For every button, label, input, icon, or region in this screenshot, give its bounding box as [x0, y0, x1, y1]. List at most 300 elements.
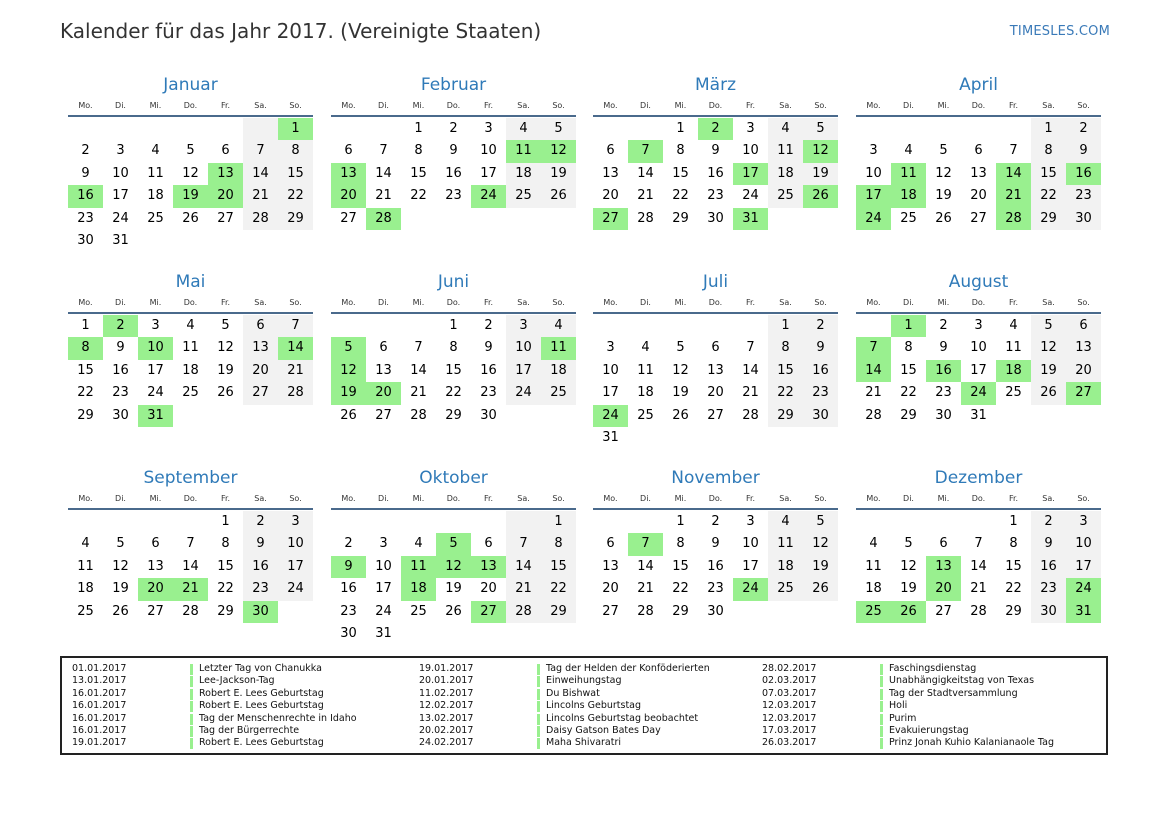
day-cell[interactable]: 20 [480, 581, 497, 597]
day-cell[interactable]: 5 [186, 143, 195, 159]
day-cell[interactable]: 11 [1005, 340, 1022, 356]
day-cell[interactable]: 30 [707, 603, 724, 619]
day-cell[interactable]: 26 [891, 601, 926, 623]
day-cell[interactable]: 28 [996, 208, 1031, 230]
day-cell[interactable]: 29 [672, 210, 689, 226]
day-cell[interactable]: 15 [1005, 558, 1022, 574]
day-cell[interactable]: 25 [768, 578, 803, 600]
day-cell[interactable]: 30 [803, 405, 838, 427]
day-cell[interactable]: 2 [449, 121, 458, 136]
day-cell[interactable]: 30 [935, 407, 952, 423]
day-cell[interactable]: 1 [278, 118, 313, 140]
day-cell[interactable]: 5 [676, 340, 685, 356]
day-cell[interactable]: 26 [541, 185, 576, 207]
day-cell[interactable]: 9 [711, 143, 720, 159]
day-cell[interactable]: 31 [375, 625, 392, 641]
day-cell[interactable]: 7 [856, 337, 891, 359]
day-cell[interactable]: 22 [672, 188, 689, 204]
day-cell[interactable]: 5 [904, 536, 913, 552]
day-cell[interactable]: 26 [112, 603, 129, 619]
day-cell[interactable]: 31 [1066, 601, 1101, 623]
day-cell[interactable]: 20 [366, 382, 401, 404]
day-cell[interactable]: 11 [865, 558, 882, 574]
day-cell[interactable]: 10 [506, 337, 541, 359]
day-cell[interactable]: 2 [711, 514, 720, 529]
day-cell[interactable]: 14 [970, 558, 987, 574]
day-cell[interactable]: 28 [243, 208, 278, 230]
day-cell[interactable]: 24 [856, 208, 891, 230]
day-cell[interactable]: 26 [803, 578, 838, 600]
day-cell[interactable]: 19 [112, 581, 129, 597]
day-cell[interactable]: 14 [742, 362, 759, 378]
day-cell[interactable]: 23 [243, 578, 278, 600]
day-cell[interactable]: 18 [637, 385, 654, 401]
day-cell[interactable]: 9 [939, 340, 948, 356]
day-cell[interactable]: 3 [506, 315, 541, 337]
day-cell[interactable]: 11 [77, 558, 94, 574]
day-cell[interactable]: 6 [606, 143, 615, 159]
day-cell[interactable]: 5 [116, 536, 125, 552]
day-cell[interactable]: 7 [1009, 143, 1018, 159]
day-cell[interactable]: 15 [410, 165, 427, 181]
day-cell[interactable]: 6 [711, 340, 720, 356]
day-cell[interactable]: 30 [1031, 601, 1066, 623]
day-cell[interactable]: 20 [331, 185, 366, 207]
day-cell[interactable]: 4 [1009, 318, 1018, 333]
day-cell[interactable]: 21 [410, 385, 427, 401]
day-cell[interactable]: 4 [414, 536, 423, 552]
day-cell[interactable]: 30 [243, 601, 278, 623]
day-cell[interactable]: 7 [379, 143, 388, 159]
day-cell[interactable]: 10 [970, 340, 987, 356]
day-cell[interactable]: 5 [541, 118, 576, 140]
day-cell[interactable]: 11 [401, 556, 436, 578]
day-cell[interactable]: 1 [1009, 514, 1018, 529]
day-cell[interactable]: 10 [602, 362, 619, 378]
day-cell[interactable]: 27 [970, 210, 987, 226]
day-cell[interactable]: 7 [243, 140, 278, 162]
day-cell[interactable]: 16 [707, 558, 724, 574]
day-cell[interactable]: 22 [278, 185, 313, 207]
day-cell[interactable]: 22 [410, 188, 427, 204]
day-cell[interactable]: 6 [243, 315, 278, 337]
day-cell[interactable]: 10 [742, 143, 759, 159]
day-cell[interactable]: 1 [81, 318, 90, 333]
day-cell[interactable]: 21 [637, 581, 654, 597]
day-cell[interactable]: 5 [803, 118, 838, 140]
day-cell[interactable]: 28 [970, 603, 987, 619]
day-cell[interactable]: 27 [602, 603, 619, 619]
day-cell[interactable]: 3 [151, 318, 160, 333]
day-cell[interactable]: 15 [768, 360, 803, 382]
day-cell[interactable]: 13 [602, 558, 619, 574]
day-cell[interactable]: 17 [602, 385, 619, 401]
day-cell[interactable]: 12 [217, 340, 234, 356]
day-cell[interactable]: 26 [340, 407, 357, 423]
day-cell[interactable]: 13 [602, 165, 619, 181]
day-cell[interactable]: 27 [217, 210, 234, 226]
day-cell[interactable]: 27 [243, 382, 278, 404]
day-cell[interactable]: 25 [856, 601, 891, 623]
day-cell[interactable]: 21 [970, 581, 987, 597]
day-cell[interactable]: 29 [77, 407, 94, 423]
day-cell[interactable]: 25 [637, 407, 654, 423]
day-cell[interactable]: 15 [77, 362, 94, 378]
day-cell[interactable]: 9 [243, 533, 278, 555]
day-cell[interactable]: 31 [970, 407, 987, 423]
day-cell[interactable]: 2 [803, 315, 838, 337]
day-cell[interactable]: 28 [506, 601, 541, 623]
day-cell[interactable]: 19 [217, 362, 234, 378]
day-cell[interactable]: 20 [602, 581, 619, 597]
day-cell[interactable]: 13 [375, 362, 392, 378]
day-cell[interactable]: 21 [278, 360, 313, 382]
day-cell[interactable]: 31 [733, 208, 768, 230]
day-cell[interactable]: 15 [445, 362, 462, 378]
day-cell[interactable]: 3 [1066, 511, 1101, 533]
day-cell[interactable]: 29 [768, 405, 803, 427]
day-cell[interactable]: 16 [1031, 556, 1066, 578]
day-cell[interactable]: 28 [637, 210, 654, 226]
day-cell[interactable]: 24 [1066, 578, 1101, 600]
day-cell[interactable]: 18 [865, 581, 882, 597]
day-cell[interactable]: 8 [1009, 536, 1018, 552]
day-cell[interactable]: 28 [865, 407, 882, 423]
day-cell[interactable]: 13 [243, 337, 278, 359]
day-cell[interactable]: 29 [217, 603, 234, 619]
day-cell[interactable]: 16 [707, 165, 724, 181]
day-cell[interactable]: 1 [676, 514, 685, 529]
day-cell[interactable]: 2 [939, 318, 948, 333]
day-cell[interactable]: 12 [331, 360, 366, 382]
day-cell[interactable]: 3 [116, 143, 125, 159]
day-cell[interactable]: 16 [926, 360, 961, 382]
day-cell[interactable]: 10 [278, 533, 313, 555]
day-cell[interactable]: 24 [112, 210, 129, 226]
day-cell[interactable]: 12 [436, 556, 471, 578]
day-cell[interactable]: 17 [375, 581, 392, 597]
day-cell[interactable]: 25 [1005, 385, 1022, 401]
day-cell[interactable]: 29 [1031, 208, 1066, 230]
day-cell[interactable]: 11 [768, 140, 803, 162]
day-cell[interactable]: 15 [672, 165, 689, 181]
day-cell[interactable]: 27 [935, 603, 952, 619]
day-cell[interactable]: 18 [77, 581, 94, 597]
day-cell[interactable]: 25 [506, 185, 541, 207]
day-cell[interactable]: 22 [217, 581, 234, 597]
day-cell[interactable]: 26 [217, 385, 234, 401]
day-cell[interactable]: 29 [900, 407, 917, 423]
day-cell[interactable]: 22 [77, 385, 94, 401]
day-cell[interactable]: 24 [278, 578, 313, 600]
day-cell[interactable]: 23 [445, 188, 462, 204]
day-cell[interactable]: 26 [182, 210, 199, 226]
day-cell[interactable]: 26 [1031, 382, 1066, 404]
day-cell[interactable]: 24 [742, 188, 759, 204]
day-cell[interactable]: 22 [768, 382, 803, 404]
day-cell[interactable]: 21 [996, 185, 1031, 207]
day-cell[interactable]: 18 [541, 360, 576, 382]
day-cell[interactable]: 25 [77, 603, 94, 619]
day-cell[interactable]: 19 [900, 581, 917, 597]
day-cell[interactable]: 9 [116, 340, 125, 356]
day-cell[interactable]: 11 [768, 533, 803, 555]
day-cell[interactable]: 11 [891, 163, 926, 185]
day-cell[interactable]: 21 [506, 578, 541, 600]
day-cell[interactable]: 5 [221, 318, 230, 333]
day-cell[interactable]: 9 [81, 165, 90, 181]
day-cell[interactable]: 24 [593, 405, 628, 427]
day-cell[interactable]: 6 [1066, 315, 1101, 337]
day-cell[interactable]: 31 [112, 232, 129, 248]
day-cell[interactable]: 19 [672, 385, 689, 401]
day-cell[interactable]: 19 [331, 382, 366, 404]
day-cell[interactable]: 22 [900, 385, 917, 401]
day-cell[interactable]: 14 [243, 163, 278, 185]
day-cell[interactable]: 26 [803, 185, 838, 207]
day-cell[interactable]: 10 [1066, 533, 1101, 555]
day-cell[interactable]: 11 [147, 165, 164, 181]
day-cell[interactable]: 2 [1031, 511, 1066, 533]
day-cell[interactable]: 4 [869, 536, 878, 552]
day-cell[interactable]: 20 [602, 188, 619, 204]
day-cell[interactable]: 15 [1031, 163, 1066, 185]
day-cell[interactable]: 18 [768, 556, 803, 578]
day-cell[interactable]: 21 [865, 385, 882, 401]
day-cell[interactable]: 5 [939, 143, 948, 159]
day-cell[interactable]: 14 [278, 337, 313, 359]
day-cell[interactable]: 6 [606, 536, 615, 552]
day-cell[interactable]: 19 [803, 556, 838, 578]
day-cell[interactable]: 4 [641, 340, 650, 356]
day-cell[interactable]: 21 [375, 188, 392, 204]
day-cell[interactable]: 12 [935, 165, 952, 181]
day-cell[interactable]: 19 [541, 163, 576, 185]
day-cell[interactable]: 30 [112, 407, 129, 423]
day-cell[interactable]: 17 [970, 362, 987, 378]
day-cell[interactable]: 8 [1031, 140, 1066, 162]
day-cell[interactable]: 15 [672, 558, 689, 574]
day-cell[interactable]: 26 [445, 603, 462, 619]
day-cell[interactable]: 19 [173, 185, 208, 207]
day-cell[interactable]: 30 [707, 210, 724, 226]
day-cell[interactable]: 1 [676, 121, 685, 136]
day-cell[interactable]: 13 [707, 362, 724, 378]
day-cell[interactable]: 15 [278, 163, 313, 185]
day-cell[interactable]: 4 [768, 511, 803, 533]
day-cell[interactable]: 18 [891, 185, 926, 207]
day-cell[interactable]: 3 [379, 536, 388, 552]
day-cell[interactable]: 19 [803, 163, 838, 185]
day-cell[interactable]: 17 [112, 188, 129, 204]
day-cell[interactable]: 29 [1005, 603, 1022, 619]
day-cell[interactable]: 12 [541, 140, 576, 162]
day-cell[interactable]: 23 [112, 385, 129, 401]
day-cell[interactable]: 20 [926, 578, 961, 600]
day-cell[interactable]: 10 [375, 558, 392, 574]
day-cell[interactable]: 7 [186, 536, 195, 552]
brand-link[interactable]: TIMESLES.COM [1009, 24, 1110, 39]
day-cell[interactable]: 26 [935, 210, 952, 226]
day-cell[interactable]: 12 [182, 165, 199, 181]
day-cell[interactable]: 8 [278, 140, 313, 162]
day-cell[interactable]: 10 [112, 165, 129, 181]
day-cell[interactable]: 9 [1031, 533, 1066, 555]
day-cell[interactable]: 23 [935, 385, 952, 401]
day-cell[interactable]: 27 [1066, 382, 1101, 404]
day-cell[interactable]: 16 [445, 165, 462, 181]
day-cell[interactable]: 27 [707, 407, 724, 423]
day-cell[interactable]: 6 [939, 536, 948, 552]
day-cell[interactable]: 23 [707, 581, 724, 597]
day-cell[interactable]: 2 [103, 315, 138, 337]
day-cell[interactable]: 10 [138, 337, 173, 359]
day-cell[interactable]: 1 [891, 315, 926, 337]
day-cell[interactable]: 21 [742, 385, 759, 401]
day-cell[interactable]: 3 [869, 143, 878, 159]
day-cell[interactable]: 18 [996, 360, 1031, 382]
day-cell[interactable]: 29 [541, 601, 576, 623]
day-cell[interactable]: 27 [471, 601, 506, 623]
day-cell[interactable]: 13 [1066, 337, 1101, 359]
day-cell[interactable]: 7 [278, 315, 313, 337]
day-cell[interactable]: 3 [974, 318, 983, 333]
day-cell[interactable]: 22 [1005, 581, 1022, 597]
day-cell[interactable]: 28 [742, 407, 759, 423]
day-cell[interactable]: 20 [138, 578, 173, 600]
day-cell[interactable]: 18 [401, 578, 436, 600]
day-cell[interactable]: 14 [375, 165, 392, 181]
day-cell[interactable]: 11 [506, 140, 541, 162]
day-cell[interactable]: 18 [182, 362, 199, 378]
day-cell[interactable]: 21 [637, 188, 654, 204]
day-cell[interactable]: 5 [331, 337, 366, 359]
day-cell[interactable]: 16 [340, 581, 357, 597]
day-cell[interactable]: 29 [278, 208, 313, 230]
day-cell[interactable]: 12 [803, 533, 838, 555]
day-cell[interactable]: 7 [628, 533, 663, 555]
day-cell[interactable]: 22 [445, 385, 462, 401]
day-cell[interactable]: 3 [606, 340, 615, 356]
day-cell[interactable]: 1 [1031, 118, 1066, 140]
day-cell[interactable]: 9 [449, 143, 458, 159]
day-cell[interactable]: 6 [974, 143, 983, 159]
day-cell[interactable]: 14 [637, 558, 654, 574]
day-cell[interactable]: 2 [1066, 118, 1101, 140]
day-cell[interactable]: 2 [243, 511, 278, 533]
day-cell[interactable]: 21 [243, 185, 278, 207]
day-cell[interactable]: 24 [375, 603, 392, 619]
day-cell[interactable]: 12 [1031, 337, 1066, 359]
day-cell[interactable]: 17 [856, 185, 891, 207]
day-cell[interactable]: 13 [331, 163, 366, 185]
day-cell[interactable]: 17 [480, 165, 497, 181]
day-cell[interactable]: 28 [182, 603, 199, 619]
day-cell[interactable]: 16 [803, 360, 838, 382]
day-cell[interactable]: 3 [278, 511, 313, 533]
day-cell[interactable]: 14 [637, 165, 654, 181]
day-cell[interactable]: 9 [484, 340, 493, 356]
day-cell[interactable]: 27 [147, 603, 164, 619]
day-cell[interactable]: 30 [480, 407, 497, 423]
day-cell[interactable]: 13 [147, 558, 164, 574]
day-cell[interactable]: 23 [340, 603, 357, 619]
day-cell[interactable]: 17 [1066, 556, 1101, 578]
day-cell[interactable]: 4 [186, 318, 195, 333]
day-cell[interactable]: 2 [698, 118, 733, 140]
day-cell[interactable]: 7 [506, 533, 541, 555]
day-cell[interactable]: 19 [445, 581, 462, 597]
day-cell[interactable]: 14 [506, 556, 541, 578]
day-cell[interactable]: 23 [480, 385, 497, 401]
day-cell[interactable]: 13 [208, 163, 243, 185]
day-cell[interactable]: 7 [974, 536, 983, 552]
day-cell[interactable]: 8 [676, 536, 685, 552]
day-cell[interactable]: 28 [366, 208, 401, 230]
day-cell[interactable]: 22 [672, 581, 689, 597]
day-cell[interactable]: 13 [471, 556, 506, 578]
day-cell[interactable]: 7 [414, 340, 423, 356]
day-cell[interactable]: 25 [768, 185, 803, 207]
day-cell[interactable]: 25 [900, 210, 917, 226]
day-cell[interactable]: 14 [410, 362, 427, 378]
day-cell[interactable]: 28 [410, 407, 427, 423]
day-cell[interactable]: 27 [340, 210, 357, 226]
day-cell[interactable]: 29 [672, 603, 689, 619]
day-cell[interactable]: 12 [900, 558, 917, 574]
day-cell[interactable]: 4 [904, 143, 913, 159]
day-cell[interactable]: 4 [506, 118, 541, 140]
day-cell[interactable]: 14 [856, 360, 891, 382]
day-cell[interactable]: 21 [173, 578, 208, 600]
day-cell[interactable]: 17 [147, 362, 164, 378]
day-cell[interactable]: 17 [278, 556, 313, 578]
day-cell[interactable]: 8 [904, 340, 913, 356]
day-cell[interactable]: 5 [803, 511, 838, 533]
day-cell[interactable]: 1 [221, 514, 230, 529]
day-cell[interactable]: 4 [151, 143, 160, 159]
day-cell[interactable]: 12 [112, 558, 129, 574]
day-cell[interactable]: 23 [1066, 185, 1101, 207]
day-cell[interactable]: 27 [593, 208, 628, 230]
day-cell[interactable]: 16 [112, 362, 129, 378]
day-cell[interactable]: 20 [970, 188, 987, 204]
day-cell[interactable]: 31 [602, 429, 619, 445]
day-cell[interactable]: 2 [484, 318, 493, 333]
day-cell[interactable]: 9 [803, 337, 838, 359]
day-cell[interactable]: 8 [68, 337, 103, 359]
day-cell[interactable]: 5 [436, 533, 471, 555]
day-cell[interactable]: 15 [541, 556, 576, 578]
day-cell[interactable]: 12 [803, 140, 838, 162]
day-cell[interactable]: 25 [147, 210, 164, 226]
day-cell[interactable]: 25 [182, 385, 199, 401]
day-cell[interactable]: 30 [77, 232, 94, 248]
day-cell[interactable]: 24 [471, 185, 506, 207]
day-cell[interactable]: 29 [445, 407, 462, 423]
day-cell[interactable]: 15 [217, 558, 234, 574]
day-cell[interactable]: 11 [182, 340, 199, 356]
day-cell[interactable]: 15 [900, 362, 917, 378]
day-cell[interactable]: 24 [147, 385, 164, 401]
day-cell[interactable]: 18 [147, 188, 164, 204]
day-cell[interactable]: 2 [81, 143, 90, 159]
day-cell[interactable]: 25 [541, 382, 576, 404]
day-cell[interactable]: 27 [375, 407, 392, 423]
day-cell[interactable]: 2 [344, 536, 353, 552]
day-cell[interactable]: 9 [711, 536, 720, 552]
day-cell[interactable]: 9 [331, 556, 366, 578]
